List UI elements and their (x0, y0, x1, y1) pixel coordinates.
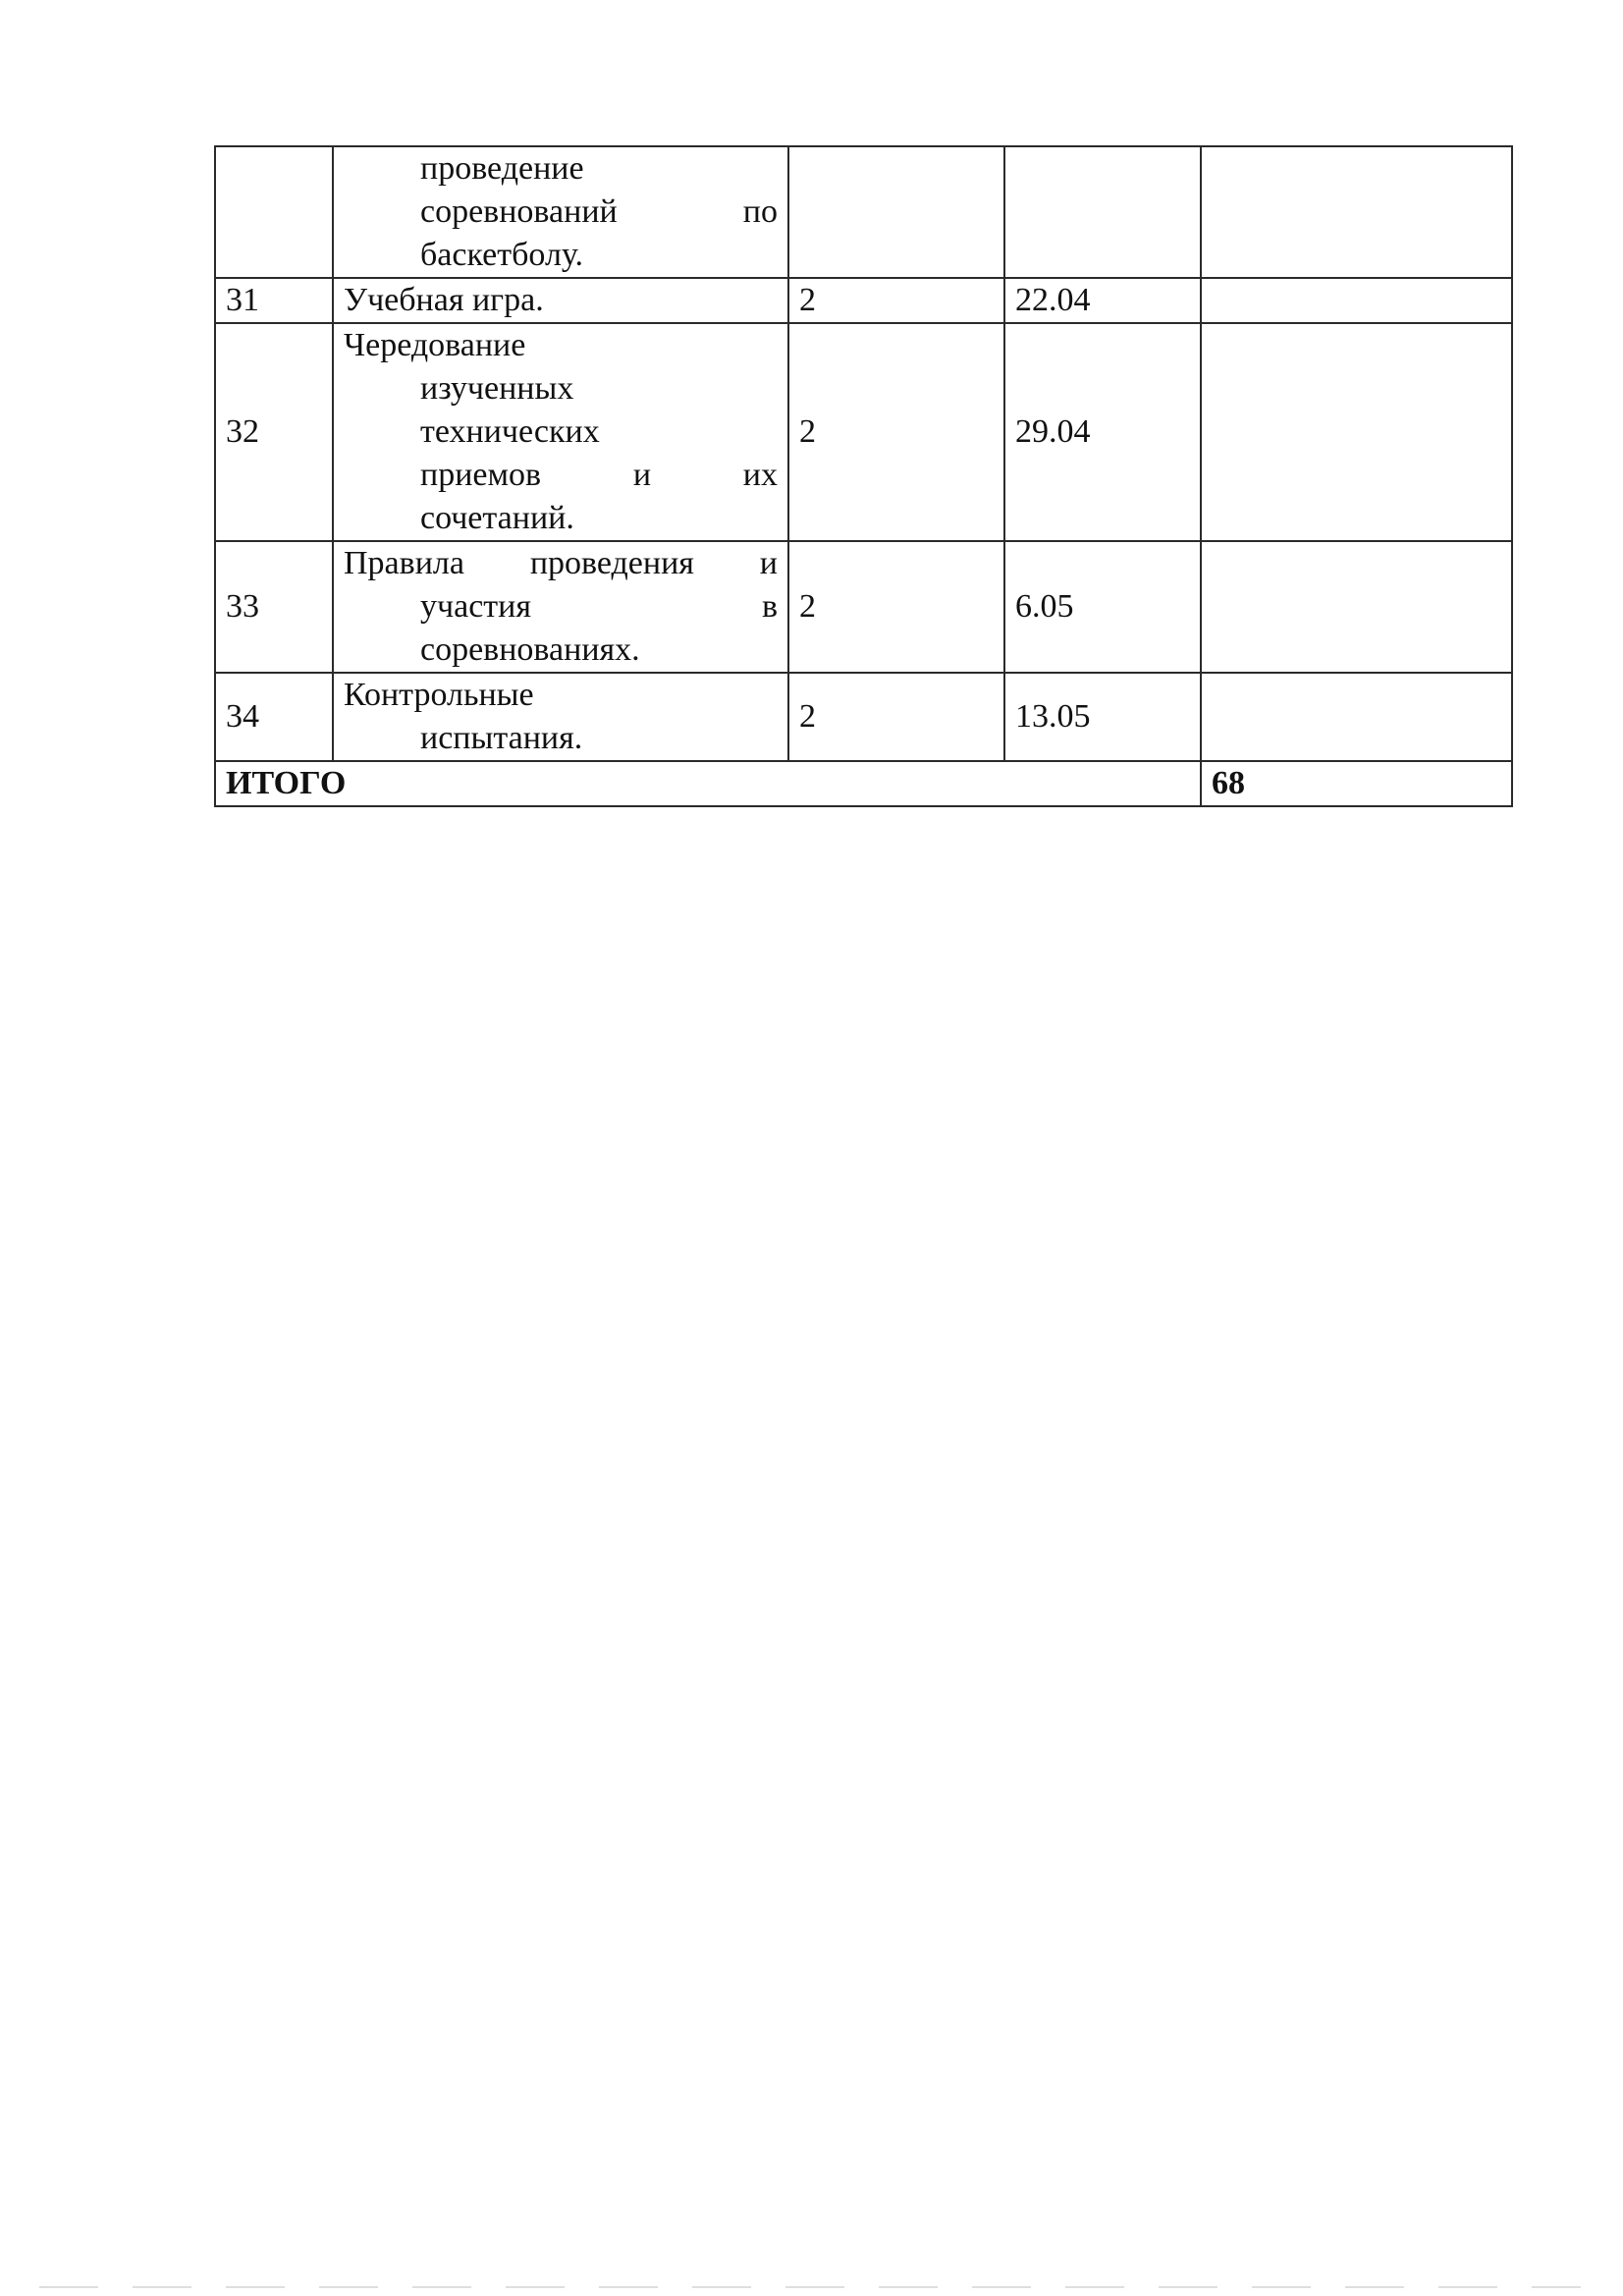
date-cell (1004, 146, 1201, 278)
date-cell: 13.05 (1004, 673, 1201, 761)
note-cell (1201, 673, 1512, 761)
total-label: ИТОГО (215, 761, 1201, 806)
topic-cell (333, 541, 788, 673)
topic-line: соревнований по (420, 193, 778, 230)
topic-line: технических (420, 413, 600, 450)
row-number-cell: 31 (215, 278, 333, 323)
row-number-cell: 34 (215, 673, 333, 761)
table-row (215, 278, 1512, 323)
table-row (215, 541, 1512, 673)
note-cell (1201, 323, 1512, 541)
topic-line: баскетболу. (420, 237, 584, 273)
topic-cell (333, 146, 788, 278)
topic-line: Чередование (344, 327, 526, 363)
row-number-cell: 33 (215, 541, 333, 673)
scan-edge-artifact (39, 2286, 1581, 2288)
topic-line: Правила проведения и (344, 545, 778, 581)
date-cell: 22.04 (1004, 278, 1201, 323)
hours-cell: 2 (788, 673, 1004, 761)
date-cell: 29.04 (1004, 323, 1201, 541)
table-row (215, 146, 1512, 278)
total-value: 68 (1201, 761, 1512, 806)
topic-line: участия в (420, 588, 778, 625)
hours-cell: 2 (788, 278, 1004, 323)
note-cell (1201, 278, 1512, 323)
topic-cell (333, 323, 788, 541)
topic-line: соревнованиях. (420, 631, 640, 668)
topic-line: проведение (420, 150, 584, 187)
topic-line: испытания. (420, 720, 583, 756)
topic-cell (333, 278, 788, 323)
topic-line: сочетаний. (420, 500, 574, 536)
topic-line: приемов и их (420, 457, 778, 493)
table-row (215, 323, 1512, 541)
total-row (215, 761, 1512, 806)
topic-cell (333, 673, 788, 761)
hours-cell (788, 146, 1004, 278)
hours-cell: 2 (788, 541, 1004, 673)
table-row (215, 673, 1512, 761)
topic-line: изученных (420, 370, 574, 407)
topic-line: Контрольные (344, 677, 534, 713)
topic-line: Учебная игра. (344, 282, 544, 318)
date-cell: 6.05 (1004, 541, 1201, 673)
row-number-cell: 32 (215, 323, 333, 541)
lesson-schedule-table (214, 145, 1513, 807)
row-number-cell (215, 146, 333, 278)
note-cell (1201, 541, 1512, 673)
hours-cell: 2 (788, 323, 1004, 541)
note-cell (1201, 146, 1512, 278)
